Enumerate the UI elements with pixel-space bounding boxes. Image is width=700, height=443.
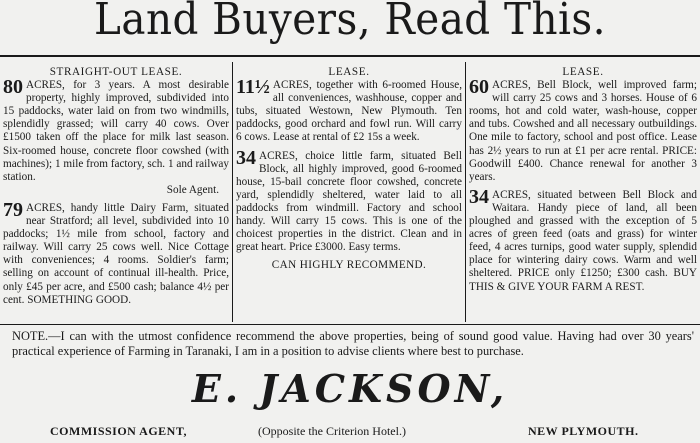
column-lease-right xyxy=(469,66,697,299)
listing-80-acres xyxy=(3,76,229,197)
listing-text: ACRES, choice little farm, situated Bell Block, all highly improved, good 6-roomed house, 15-bail concrete floor cowshed, concrete yard, splendidly sheltered, water laid to all paddocks from windmill. Factory and school handy. Will carry 15 cows. This is one of the choicest properties in the district. Clean and in great heart. Price £3000. Easy terms. xyxy=(236,149,462,254)
listing-text: ACRES, situated between Bell Block and Waitara. Handy piece of land, all been ploughed and grassed with the exception of 5 acres of green feed (oats and grass) for winter feed, 4 acres turnips, good water supply, splendid place for wintering dairy cows. Warm and well sheltered. PRICE only £1250; £300 cash. BUY THIS & GIVE YOUR FARM A REST. xyxy=(469,188,697,293)
mid-rule xyxy=(0,324,700,325)
column-heading: LEASE. xyxy=(562,66,604,78)
listing-11-acres xyxy=(236,76,462,144)
column-heading: STRAIGHT-OUT LEASE. xyxy=(49,66,183,78)
column-straight-out-lease xyxy=(3,66,229,312)
listing-79-acres xyxy=(3,198,229,307)
recommend-line: CAN HIGHLY RECOMMEND. xyxy=(271,259,427,272)
note-paragraph: NOTE.—I can with the utmost confidence recommend the above properties, being of sound good value. Having had over 30 years' practical experience of Farming in Taranaki, I am in a position to advise clients where best to purchase. xyxy=(12,329,694,359)
listing-number: 79 xyxy=(3,198,23,221)
listing-text: ACRES, handy little Dairy Farm, situated near Stratford; all level, subdivided into 10 paddocks; 1½ mile from school, factory and railway. Will carry 25 cows well. Nice Cottage with conveniences; 4 rooms. Soldier's farm; selling on account of continual ill-health. Price, only £45 per acre, and £500 cash; balance 4½ per cent. SOMETHING GOOD. xyxy=(3,201,229,306)
listing-number: 11½ xyxy=(236,76,270,99)
listing-number: 34 xyxy=(469,185,489,208)
listing-text: ACRES, for 3 years. A most desirable property, highly improved, subdivided into 15 paddocks, water laid on from two windmills, splendidly grassed; will carry 40 cows. Over £1500 taken off the place for milk last season. Six-roomed house, concrete floor cowshed (with machines); 1 mile from factory, sch. 1 and railway station. xyxy=(3,79,229,183)
column-divider-1 xyxy=(232,62,233,322)
listing-60-acres xyxy=(469,76,697,184)
sole-agent-label: Sole Agent. xyxy=(166,183,219,196)
column-heading: LEASE. xyxy=(328,66,370,78)
listing-text: ACRES, Bell Block, well improved farm; will carry 25 cows and 3 horses. House of 6 rooms, hot and cold water, wash-house, copper and tubs. Cowshed and all necessary outbuildings. One mile to factory, school and post office. Lease has 2½ years to run at £1 per acre rental. PRICE: Goodwill £400. Chance renewal for another 3 years. xyxy=(469,79,697,183)
listing-number: 60 xyxy=(469,76,489,99)
listing-34-acres-bell-block xyxy=(236,146,462,255)
signature-name: E. JACKSON, xyxy=(191,366,509,411)
footer-town: NEW PLYMOUTH. xyxy=(528,424,639,438)
listing-number: 80 xyxy=(3,76,23,99)
listing-34-acres-waitara xyxy=(469,185,697,294)
footer-address: (Opposite the Criterion Hotel.) xyxy=(258,424,406,438)
listing-text: ACRES, together with 6-roomed House, all conveniences, washhouse, copper and tubs, situated Westown, New Plymouth. Ten paddocks, good orchard and fowl run. Will carry 6 cows. Lease at rental of £2 15s a week. xyxy=(236,79,462,144)
column-lease-middle xyxy=(236,66,462,272)
page-title: Land Buyers, Read This. xyxy=(94,0,606,45)
top-rule xyxy=(0,55,700,57)
column-divider-2 xyxy=(465,62,466,322)
footer-commission-agent: COMMISSION AGENT, xyxy=(50,424,187,438)
listing-number: 34 xyxy=(236,146,256,169)
